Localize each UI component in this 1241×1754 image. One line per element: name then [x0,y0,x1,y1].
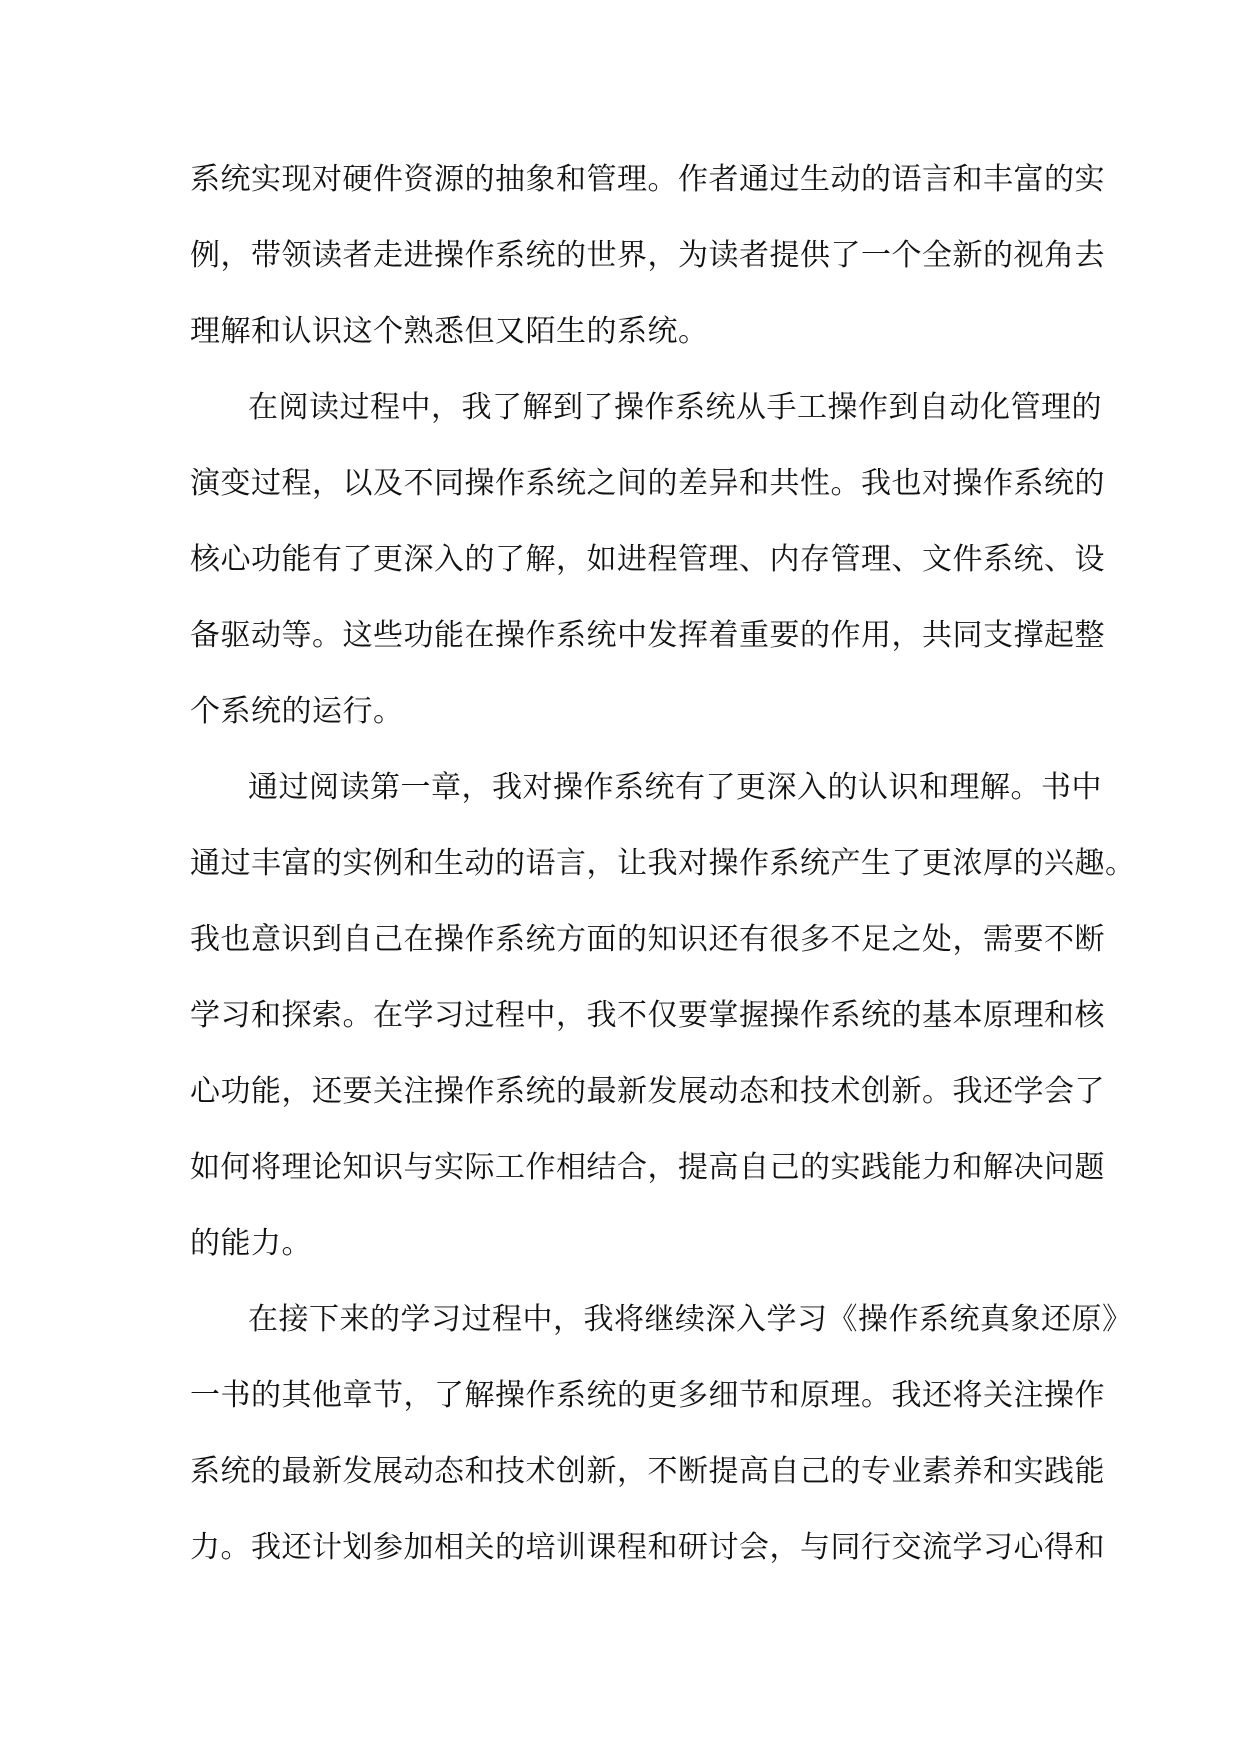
text-line: 例，带领读者走进操作系统的世界，为读者提供了一个全新的视角去 [190,238,1105,273]
text-line: 的能力。 [190,1226,312,1261]
text-line: 我也意识到自己在操作系统方面的知识还有很多不足之处，需要不断 [190,922,1105,957]
text-line: 一书的其他章节，了解操作系统的更多细节和原理。我还将关注操作 [190,1378,1105,1413]
text-line: 备驱动等。这些功能在操作系统中发挥着重要的作用，共同支撑起整 [190,618,1105,653]
text-line: 心功能，还要关注操作系统的最新发展动态和技术创新。我还学会了 [190,1074,1105,1109]
text-line: 个系统的运行。 [190,694,404,729]
paragraph-start-line: 在阅读过程中，我了解到了操作系统从手工操作到自动化管理的 [248,390,1102,425]
text-line: 理解和认识这个熟悉但又陌生的系统。 [190,314,709,349]
text-line: 核心功能有了更深入的了解，如进程管理、内存管理、文件系统、设 [190,542,1105,577]
text-line: 系统的最新发展动态和技术创新，不断提高自己的专业素养和实践能 [190,1454,1105,1489]
text-line: 力。我还计划参加相关的培训课程和研讨会，与同行交流学习心得和 [190,1530,1105,1565]
body-text [190,142,1136,1586]
text-line: 如何将理论知识与实际工作相结合，提高自己的实践能力和解决问题 [190,1150,1105,1185]
paragraph-start-line: 通过阅读第一章，我对操作系统有了更深入的认识和理解。书中 [248,770,1102,805]
paragraph-start-line: 在接下来的学习过程中，我将继续深入学习《操作系统真象还原》 [248,1302,1133,1337]
text-line: 系统实现对硬件资源的抽象和管理。作者通过生动的语言和丰富的实 [190,162,1105,197]
text-line: 演变过程，以及不同操作系统之间的差异和共性。我也对操作系统的 [190,466,1105,501]
text-line: 学习和探索。在学习过程中，我不仅要掌握操作系统的基本原理和核 [190,998,1105,1033]
text-line: 通过丰富的实例和生动的语言，让我对操作系统产生了更浓厚的兴趣。 [190,846,1136,881]
